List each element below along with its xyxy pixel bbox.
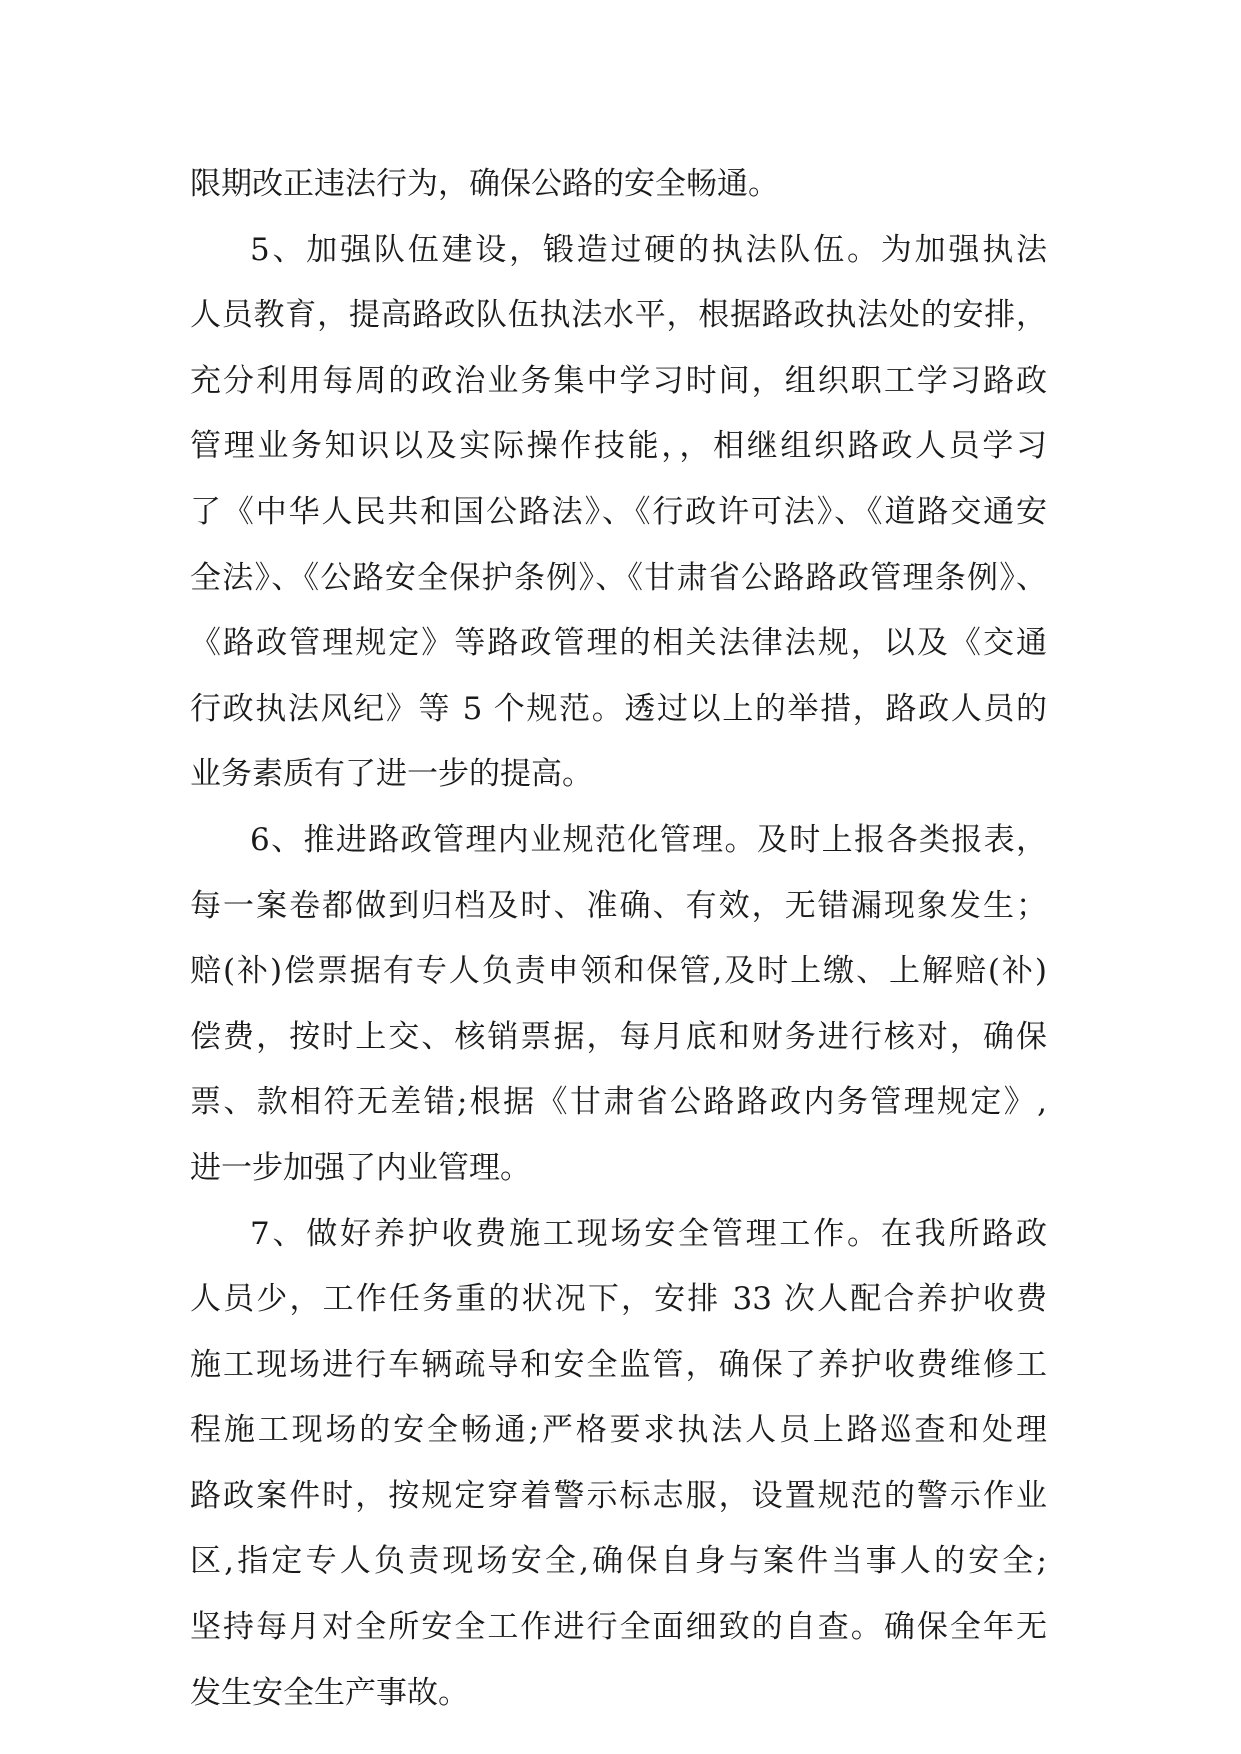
paragraph-first-line: 7、做好养护收费施工现场安全管理工作。在我所路政 [250, 1215, 1047, 1252]
text-line: 偿费，按时上交、核销票据，每月底和财务进行核对，确保 [190, 1018, 1047, 1055]
text-line: 《路政管理规定》等路政管理的相关法律法规，以及《交通 [190, 625, 1047, 662]
text-line: 施工现场进行车辆疏导和安全监管，确保了养护收费维修工 [190, 1346, 1047, 1383]
text-line: 赔(补)偿票据有专人负责申领和保管,及时上缴、上解赔(补) [190, 953, 1047, 990]
text-line: 行政执法风纪》等 5 个规范。透过以上的举措，路政人员的 [190, 690, 1047, 727]
text-line: 全法》、《公路安全保护条例》、《甘肃省公路路政管理条例》、 [190, 559, 1047, 596]
text-line: 限期改正违法行为，确保公路的安全畅通。 [190, 166, 779, 202]
text-line: 每一案卷都做到归档及时、准确、有效，无错漏现象发生； [190, 887, 1047, 924]
document-body [190, 152, 1090, 1726]
text-line: 发生安全生产事故。 [190, 1674, 469, 1711]
text-line: 坚持每月对全所安全工作进行全面细致的自查。确保全年无 [190, 1609, 1047, 1646]
text-line: 进一步加强了内业管理。 [190, 1149, 531, 1186]
text-line: 业务素质有了进一步的提高。 [190, 756, 593, 793]
text-line: 管理业务知识以及实际操作技能，，相继组织路政人员学习 [190, 428, 1047, 465]
text-line: 票、款相符无差错;根据《甘肃省公路路政内务管理规定》, [190, 1084, 1047, 1121]
text-line: 路政案件时，按规定穿着警示标志服，设置规范的警示作业 [190, 1477, 1047, 1514]
paragraph-first-line: 5、加强队伍建设，锻造过硬的执法队伍。为加强执法 [250, 231, 1047, 268]
text-line: 人员少，工作任务重的状况下，安排 33 次人配合养护收费 [190, 1281, 1047, 1318]
text-line: 区,指定专人负责现场安全,确保自身与案件当事人的安全; [190, 1543, 1047, 1580]
text-line: 人员教育，提高路政队伍执法水平，根据路政执法处的安排， [190, 297, 1047, 334]
paragraph-first-line: 6、推进路政管理内业规范化管理。及时上报各类报表， [250, 821, 1047, 858]
text-line: 了《中华人民共和国公路法》、《行政许可法》、《道路交通安 [190, 493, 1047, 530]
text-line: 充分利用每周的政治业务集中学习时间，组织职工学习路政 [190, 362, 1047, 399]
text-line: 程施工现场的安全畅通;严格要求执法人员上路巡查和处理 [190, 1412, 1047, 1449]
